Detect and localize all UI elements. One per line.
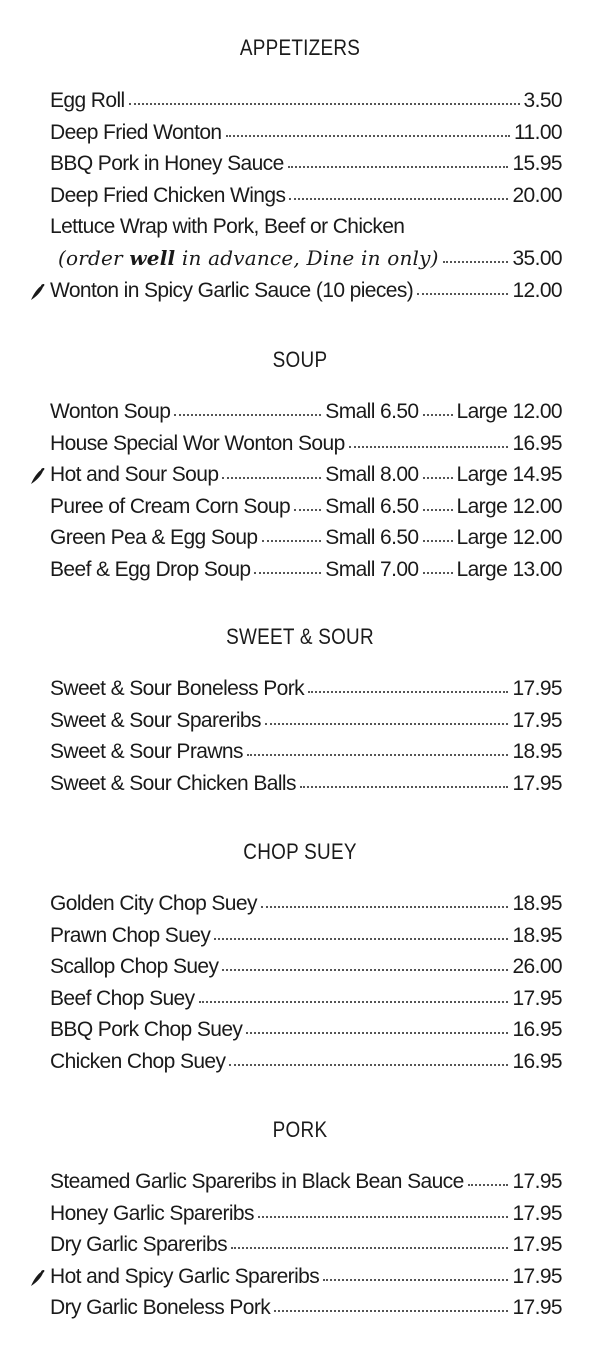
menu-item bbox=[50, 522, 562, 554]
dot-leader bbox=[265, 723, 509, 725]
item-name: Sweet & Sour Chicken Balls bbox=[50, 771, 296, 795]
dot-leader bbox=[129, 103, 520, 105]
menu-item bbox=[50, 920, 562, 952]
item-name: Dry Garlic Boneless Pork bbox=[50, 1296, 271, 1320]
chili-pepper-icon bbox=[30, 1269, 46, 1287]
dot-leader bbox=[229, 1064, 508, 1066]
item-name: Lettuce Wrap with Pork, Beef or Chicken bbox=[50, 215, 405, 239]
item-name: Egg Roll bbox=[50, 89, 125, 112]
item-price: 17.95 bbox=[512, 1233, 562, 1257]
dot-leader bbox=[258, 1216, 509, 1218]
item-price: 17.95 bbox=[512, 1170, 562, 1193]
menu-item bbox=[50, 1292, 562, 1324]
item-name: Beef Chop Suey bbox=[50, 986, 195, 1010]
dot-leader bbox=[254, 572, 321, 574]
menu-item bbox=[50, 117, 562, 149]
menu-item-note bbox=[50, 243, 562, 275]
dot-leader bbox=[222, 477, 321, 479]
item-name: Golden City Chop Suey bbox=[50, 892, 257, 915]
item-price-small: Small 6.50 bbox=[325, 526, 419, 550]
item-price: 17.95 bbox=[512, 771, 562, 795]
menu-item bbox=[50, 736, 562, 768]
item-price: 20.00 bbox=[512, 183, 562, 207]
dot-leader bbox=[294, 509, 321, 511]
item-price: 35.00 bbox=[512, 246, 562, 270]
menu-item bbox=[50, 459, 562, 491]
menu-item bbox=[50, 85, 562, 117]
menu-item bbox=[50, 1198, 562, 1230]
dot-leader bbox=[423, 509, 453, 511]
item-name: Deep Fried Wonton bbox=[50, 120, 222, 144]
dot-leader bbox=[300, 786, 509, 788]
section-pork bbox=[0, 1115, 600, 1320]
item-name: Hot and Spicy Garlic Spareribs bbox=[50, 1264, 320, 1288]
item-price: 3.50 bbox=[523, 89, 562, 112]
section-title: APPETIZERS bbox=[239, 35, 361, 60]
dot-leader bbox=[261, 906, 509, 908]
item-price-small: Small 6.50 bbox=[325, 400, 419, 423]
item-price: 17.95 bbox=[512, 1201, 562, 1225]
menu-item bbox=[50, 211, 562, 243]
item-name: Wonton in Spicy Garlic Sauce (10 pieces) bbox=[50, 278, 414, 302]
section-sweet-sour bbox=[0, 622, 600, 795]
dot-leader bbox=[417, 293, 508, 295]
menu-item bbox=[50, 1166, 562, 1198]
dot-leader bbox=[274, 1310, 508, 1312]
menu-item bbox=[50, 275, 562, 307]
item-price: 17.95 bbox=[512, 708, 562, 732]
menu-item bbox=[50, 491, 562, 523]
menu-item bbox=[50, 705, 562, 737]
menu-item bbox=[50, 428, 562, 460]
item-price-small: Small 7.00 bbox=[325, 557, 419, 581]
item-name: Prawn Chop Suey bbox=[50, 923, 211, 947]
item-price-large: Large 12.00 bbox=[456, 494, 562, 518]
item-name: Sweet & Sour Prawns bbox=[50, 740, 243, 764]
section-chop-suey bbox=[0, 837, 600, 1073]
menu-item bbox=[50, 554, 562, 586]
item-name: BBQ Pork in Honey Sauce bbox=[50, 152, 284, 176]
item-price-large: Large 12.00 bbox=[456, 400, 562, 423]
item-price-large: Large 13.00 bbox=[456, 557, 562, 581]
dot-leader bbox=[174, 414, 321, 416]
item-price: 11.00 bbox=[514, 120, 562, 144]
chili-pepper-icon bbox=[30, 283, 46, 301]
dot-leader bbox=[246, 1032, 508, 1034]
item-name: Green Pea & Egg Soup bbox=[50, 526, 258, 550]
dot-leader bbox=[423, 572, 453, 574]
menu-item bbox=[50, 1229, 562, 1261]
item-price-small: Small 6.50 bbox=[325, 494, 419, 518]
section-title: CHOP SUEY bbox=[243, 839, 357, 864]
item-price: 18.95 bbox=[512, 740, 562, 764]
menu-item bbox=[50, 148, 562, 180]
item-price: 16.95 bbox=[512, 1018, 562, 1042]
dot-leader bbox=[308, 691, 508, 693]
item-name: Hot and Sour Soup bbox=[50, 463, 219, 487]
item-price: 17.95 bbox=[512, 1264, 562, 1288]
menu-item bbox=[50, 1014, 562, 1046]
dot-leader bbox=[423, 477, 453, 479]
item-name: Beef & Egg Drop Soup bbox=[50, 557, 251, 581]
dot-leader bbox=[423, 540, 453, 542]
item-price: 17.95 bbox=[512, 986, 562, 1010]
item-price: 12.00 bbox=[512, 278, 562, 302]
dot-leader bbox=[262, 540, 322, 542]
menu-item bbox=[50, 768, 562, 800]
dot-leader bbox=[468, 1184, 509, 1186]
dot-leader bbox=[289, 198, 508, 200]
item-name: BBQ Pork Chop Suey bbox=[50, 1018, 243, 1042]
section-appetizers bbox=[0, 33, 600, 302]
item-name: Scallop Chop Suey bbox=[50, 955, 219, 979]
item-price: 17.95 bbox=[512, 1296, 562, 1320]
section-soup bbox=[0, 345, 600, 581]
menu-item bbox=[50, 888, 562, 920]
dot-leader bbox=[349, 446, 509, 448]
dot-leader bbox=[214, 938, 508, 940]
menu-item bbox=[50, 396, 562, 428]
menu-item bbox=[50, 951, 562, 983]
dot-leader bbox=[288, 166, 509, 168]
item-price: 16.95 bbox=[512, 431, 562, 455]
section-title: SWEET & SOUR bbox=[226, 624, 374, 649]
item-name: Sweet & Sour Spareribs bbox=[50, 708, 261, 732]
menu-item bbox=[50, 180, 562, 212]
dot-leader bbox=[222, 969, 508, 971]
item-name: Chicken Chop Suey bbox=[50, 1049, 226, 1073]
dot-leader bbox=[423, 414, 453, 416]
item-name: Sweet & Sour Boneless Pork bbox=[50, 677, 305, 700]
item-note: (order well in advance, Dine in only) bbox=[58, 245, 439, 270]
menu-item bbox=[50, 673, 562, 705]
item-name: Steamed Garlic Spareribs in Black Bean Sauce bbox=[50, 1170, 464, 1193]
dot-leader bbox=[199, 1001, 509, 1003]
item-price: 16.95 bbox=[512, 1049, 562, 1073]
item-price: 26.00 bbox=[512, 955, 562, 979]
item-name: Dry Garlic Spareribs bbox=[50, 1233, 228, 1257]
item-name: Deep Fried Chicken Wings bbox=[50, 183, 286, 207]
dot-leader bbox=[231, 1247, 508, 1249]
item-price: 18.95 bbox=[512, 923, 562, 947]
section-title: PORK bbox=[272, 1117, 328, 1142]
item-price: 17.95 bbox=[512, 677, 562, 700]
section-title: SOUP bbox=[272, 347, 328, 372]
item-price: 18.95 bbox=[512, 892, 562, 915]
dot-leader bbox=[443, 261, 509, 263]
item-price-large: Large 12.00 bbox=[456, 526, 562, 550]
item-name: Puree of Cream Corn Soup bbox=[50, 494, 291, 518]
item-price-small: Small 8.00 bbox=[325, 463, 419, 487]
menu-item bbox=[50, 1046, 562, 1078]
menu-item bbox=[50, 983, 562, 1015]
item-name: Wonton Soup bbox=[50, 400, 171, 423]
menu-item bbox=[50, 1261, 562, 1293]
item-name: House Special Wor Wonton Soup bbox=[50, 431, 345, 455]
item-price-large: Large 14.95 bbox=[456, 463, 562, 487]
item-price: 15.95 bbox=[512, 152, 562, 176]
dot-leader bbox=[226, 135, 510, 137]
chili-pepper-icon bbox=[30, 467, 46, 485]
dot-leader bbox=[323, 1279, 508, 1281]
item-name: Honey Garlic Spareribs bbox=[50, 1201, 254, 1225]
dot-leader bbox=[247, 754, 509, 756]
